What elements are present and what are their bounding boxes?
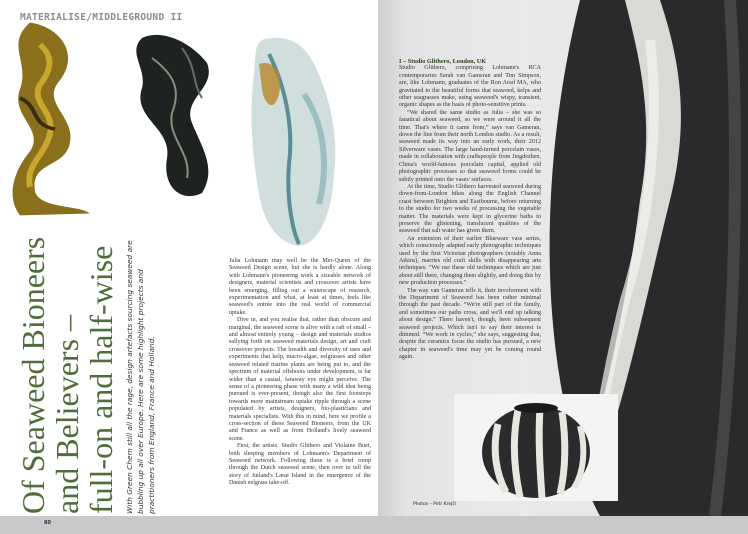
small-vase-image [454,394,618,501]
blue-seaweed-image [244,34,348,249]
dark-seaweed-image [122,28,222,203]
section-heading: I – Studio Glithero, London, UK [399,58,487,65]
body-paragraph: Studio Glithero, comprising Lohmann's RCA contemporaries Sarah van Gameran and Tim Simpson, are, like Lohmann, graduates of the Ron Arad MA, who gravitated to the beautiful forms that seaweed, kelps and other seagrasses make, using seaweed's wispy, transient, organic shapes as the basis of photo-sensitive prints. [399,65,541,109]
body-paragraph: An extension of their earlier Blueware vase series, which consciously adapted early photographic techniques used by the first Victorian photographers (notably Anna Atkins), marries old craft skills with disappearing arts techniques. “We use these old techniques which are just about still there, changing them slightly, and doing this by new production processes.” [399,235,541,287]
body-paragraph: Julia Lohmann may well be the Mer-Queen of the Seaweed Design scene, but she is hardly alone. Along with Lohmann's pioneering work a sizeable network of designers, material scientists and crossover artists have been emerging, filling out a waterscape of research, experimentation and what, at least at times, feels like seaweed's entrée into the real world of commercial uptake. [229,258,371,316]
article-title [16,222,118,514]
bottom-strip [0,516,748,534]
title-line-1: Of Seaweed Bioneers [15,236,51,514]
body-paragraph: Dive in, and you realise that, rather than obscure and marginal, the seaweed scene is alive with a raft of small – and almost entirely young – design and materials studios sallying forth on seaweed materials design, art and craft crossover projects. The breadth and diversity of uses and experiments that kelp, macro-algae, eelgrasses and other seaweed related marine plants are being put to, and the spectrum of material offshoots under development, is far wider than a casual, faraway eye might perceive. The sense of a pioneering phase with many a wild idea being pursued is ever-present, though also the first footsteps towards more mainstream uptake ripple through a scene populated by artists, designers, bio-plasticians and materials specialists. With this in mind, here we profile a cross-section of these Seaweed Bioneers, from the UK and France as well as from Holland's lively seaweed scene. [229,317,371,442]
body-paragraph: The way van Gameran tells it, their involvement with the Department of Seaweed has been rather minimal through the past decade. “We're still part of the family, and sometimes our paths cross, and we'll end up talking about design.” There haven't, though, been subsequent seaweed projects. Which isn't to say their interest is dimmed. “We work in cycles,” she says, suggesting that, despite the ceramics focus the studio has pursued, a new chapter in seaweed's time may yet be coming round again. [399,287,541,361]
title-line-3: full-on and half-wise [83,245,119,514]
article-subtitle: With Green Chem still all the rage, design artefacts sourcing seaweed are bubbling up all over Europe. Here are some highlight projects and practitioners from England, France and Holland. [125,240,156,514]
yellow-seaweed-image [0,18,100,218]
body-paragraph: “We shared the same studio as Julia – she was so fanatical about seaweed, so we were around it all the time. That's where it came from,” says van Gameran, down the line from their north London studio. As a result, seaweed made its way into an early work, their 2012 Silverware vases. The large hand-turned porcelain vases, made in collaboration with craftspeople from Jingdezhen, China's world-famous porcelain capital, applied old photographic processes so that seaweed forms could be subtly printed onto the vases' surfaces. [399,109,541,183]
body-paragraph: At the time, Studio Glithero harvested seaweed during down-from-London hikes along the English Channel coast between Brighton and Eastbourne, before returning to the studio for two weeks of processing the vegetable matter. The materials were kept in glycerine baths to preserve the glistening, translucent qualities of the seaweed that salt water has given them. [399,183,541,235]
section-header: MATERIALISE/MIDDLEGROUND II [20,12,183,23]
photo-credit: Photos – Petr Krejčí [413,502,457,507]
body-paragraph: First, the artists. Studio Glithero and Violaine Buet, both sleeping members of Lohmann's Department of Seaweed network. Following these is a brief romp through the Dutch seaweed scene, then over to tell the story of Jutland's Læsø Island in the emergence of the Danish eelgrass take-off. [229,443,371,487]
page-number: 80 [44,520,51,526]
right-body-column [399,58,541,362]
title-line-2: and Believers – [49,314,85,514]
left-body-column [229,258,371,488]
